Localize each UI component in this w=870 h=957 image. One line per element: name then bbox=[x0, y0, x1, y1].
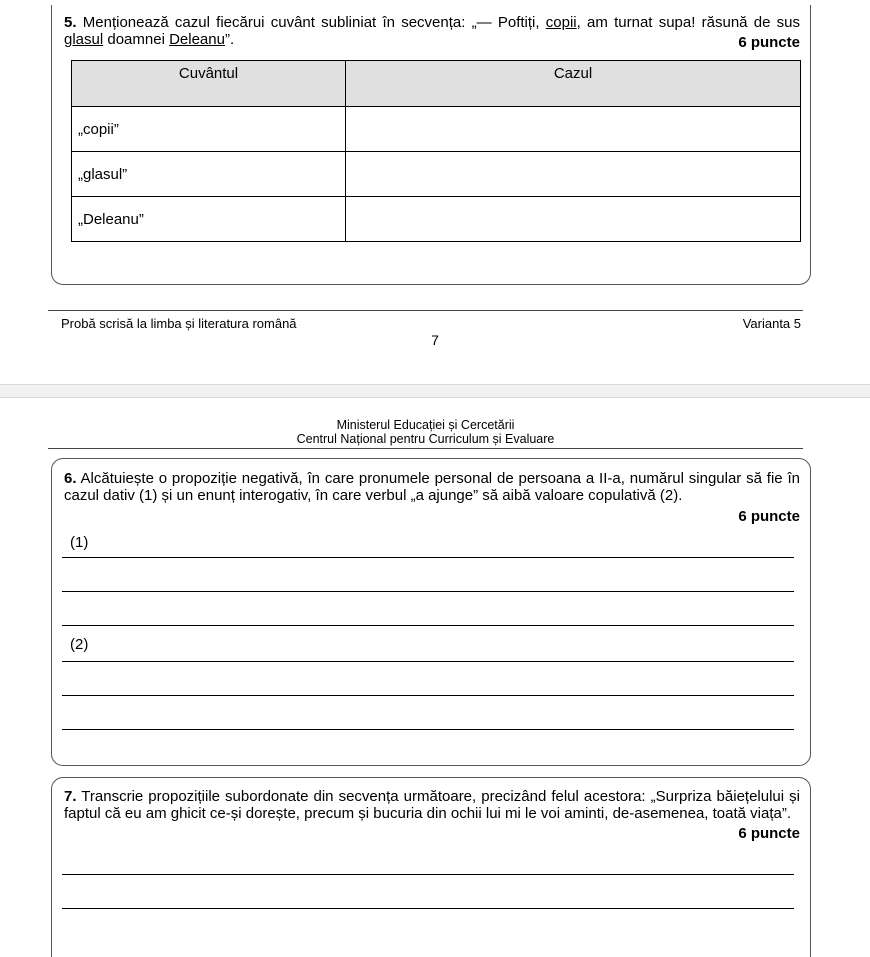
question-5-text: 5. Menționează cazul fiecărui cuvânt subliniat în secvența: „— Poftiți, copii, am turnat supa! răsună de sus glasul doamnei Deleanu”. bbox=[64, 14, 801, 48]
footer-variant: Varianta 5 bbox=[742, 316, 801, 331]
page-separator bbox=[0, 384, 870, 398]
table-header-word: Cuvântul bbox=[72, 61, 346, 107]
page-header bbox=[48, 418, 803, 449]
header-center: Centrul Național pentru Curriculum și Evaluare bbox=[296, 432, 555, 446]
page-footer bbox=[48, 310, 803, 331]
question-5-box bbox=[51, 5, 811, 285]
cases-table bbox=[71, 60, 801, 242]
table-cell-case[interactable] bbox=[346, 152, 801, 197]
question-6-text: 6. Alcătuiește o propoziție negativă, în care pronumele personal de persoana a II-a, numărul singular să fie în cazul dativ (1) și un enunț interogativ, în care verbul „a ajunge” să aibă valoare copulativă (2). bbox=[64, 470, 801, 504]
answer-line[interactable] bbox=[62, 874, 794, 875]
question-7-text: 7. Transcrie propozițiile subordonate din secvența următoare, precizând felul acestora: „Surpriza băiețelului și faptul că eu am ghicit ce-și dorește, precum și bucuria din ochii lui mi le voi aminti, de-asemenea, toată viața”. bbox=[64, 788, 800, 822]
table-cell-case[interactable] bbox=[346, 107, 801, 152]
question-6-box bbox=[51, 458, 811, 766]
header-ministry: Ministerul Educației și Cercetării bbox=[336, 418, 515, 432]
answer-label-2: (2) bbox=[70, 636, 89, 653]
question-6-points: 6 puncte bbox=[738, 508, 800, 525]
question-5-points: 6 puncte bbox=[738, 34, 800, 51]
page-number: 7 bbox=[431, 332, 439, 348]
table-header-case: Cazul bbox=[346, 61, 801, 107]
footer-subject: Probă scrisă la limba și literatura română bbox=[61, 316, 297, 331]
question-6-number: 6. bbox=[64, 470, 77, 487]
answer-line[interactable] bbox=[62, 625, 794, 626]
answer-line[interactable] bbox=[62, 557, 794, 558]
question-5-number: 5. bbox=[64, 14, 77, 31]
question-7-points: 6 puncte bbox=[738, 825, 800, 842]
question-7-number: 7. bbox=[64, 788, 77, 805]
question-7-box bbox=[51, 777, 811, 957]
table-cell-word: „copii” bbox=[72, 107, 346, 152]
underlined-word-copii: copii bbox=[545, 14, 577, 31]
answer-line[interactable] bbox=[62, 908, 794, 909]
answer-line[interactable] bbox=[62, 729, 794, 730]
table-row bbox=[72, 197, 801, 242]
table-row bbox=[72, 107, 801, 152]
table-row bbox=[72, 152, 801, 197]
answer-line[interactable] bbox=[62, 591, 794, 592]
table-cell-case[interactable] bbox=[346, 197, 801, 242]
table-cell-word: „Deleanu” bbox=[72, 197, 346, 242]
answer-label-1: (1) bbox=[70, 534, 89, 551]
underlined-word-glasul: glasul bbox=[64, 31, 104, 48]
answer-line[interactable] bbox=[62, 695, 794, 696]
underlined-word-deleanu: Deleanu bbox=[169, 31, 225, 48]
table-cell-word: „glasul” bbox=[72, 152, 346, 197]
answer-line[interactable] bbox=[62, 661, 794, 662]
